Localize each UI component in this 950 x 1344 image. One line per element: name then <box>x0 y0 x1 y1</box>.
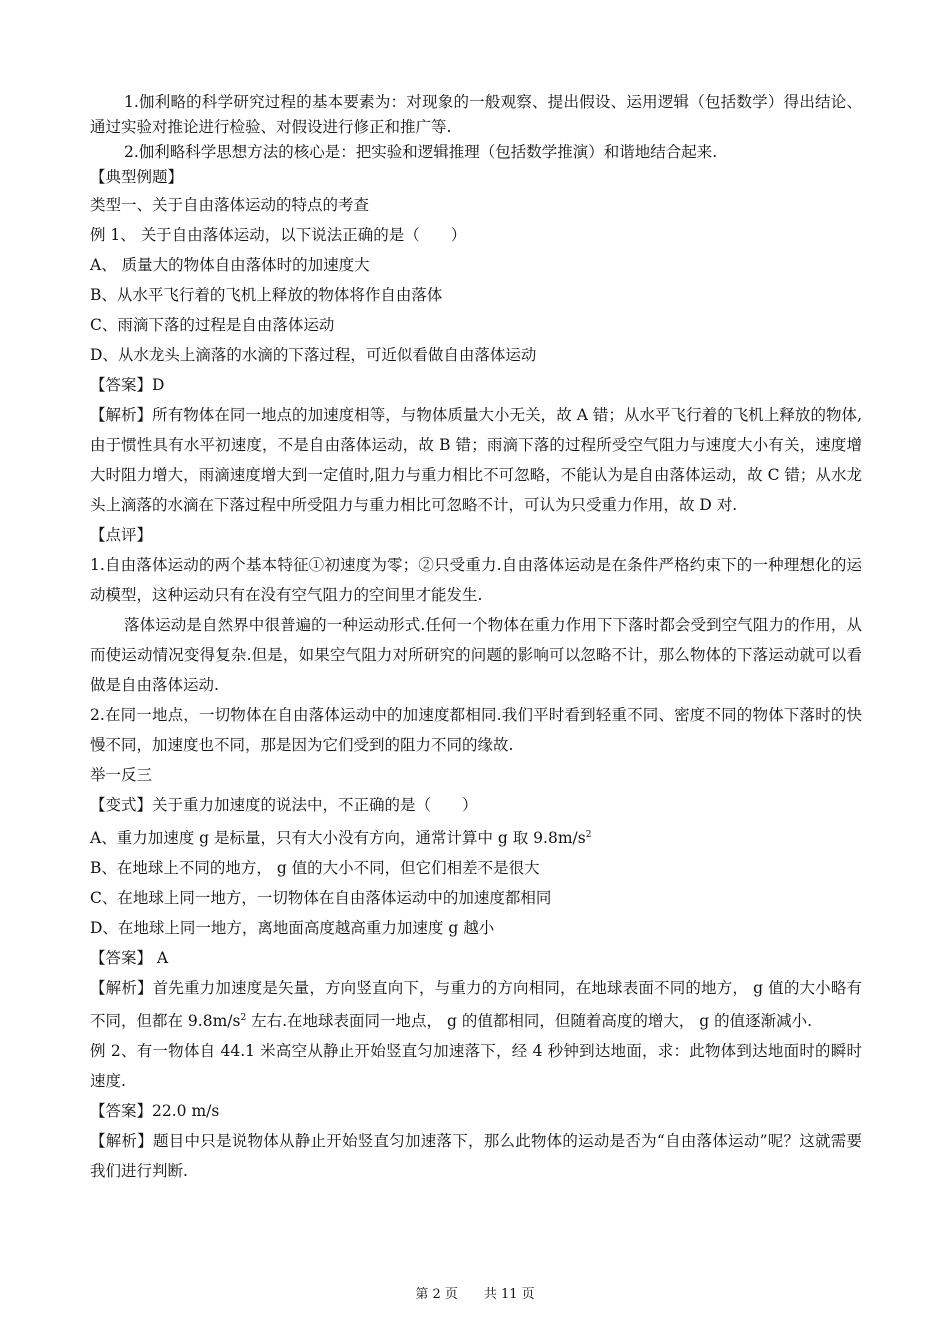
variant-option-d: D、在地球上同一地方，离地面高度越高重力加速度 g 越小 <box>90 919 495 937</box>
example-2-answer: 【答案】22.0 m/s <box>90 1102 220 1120</box>
variant-option-b: B、在地球上不同的地方， g 值的大小不同，但它们相差不是很大 <box>90 859 540 877</box>
variant-question: 【变式】关于重力加速度的说法中，不正确的是（ ） <box>90 796 478 814</box>
comment-title: 【点评】 <box>90 526 153 544</box>
intro-paragraph-1: 1.伽利略的科学研究过程的基本要素为：对现象的一般观察、提出假设、运用逻辑（包括数学）得出结论、通过实验对推论进行检验、对假设进行修正和推广等. <box>90 93 862 136</box>
example-2-question: 例 2、有一物体自 44.1 米高空从静止开始竖直匀加速落下，经 4 秒钟到达地面，求：此物体到达地面时的瞬时速度. <box>90 1042 862 1090</box>
variant-analysis-part-2: 左右.在地球表面同一地点， g 的值都相同，但随着高度的增大， g 的值逐渐减小. <box>246 1012 813 1030</box>
page-footer: 第 2 页 共 11 页 <box>415 1287 535 1302</box>
variant-option-a <box>90 820 862 853</box>
example-1-answer: 【答案】D <box>90 376 165 394</box>
superscript-2: 2 <box>240 1013 247 1023</box>
type-heading: 类型一、关于自由落体运动的特点的考查 <box>90 196 370 214</box>
comment-paragraph-3: 2.在同一地点，一切物体在自由落体运动中的加速度都相同.我们平时看到轻重不同、密度不同的物体下落时的快慢不同，加速度也不同，那是因为它们受到的阻力不同的缘故. <box>90 706 862 754</box>
superscript-2: 2 <box>585 830 592 840</box>
variant-answer: 【答案】 A <box>90 949 169 967</box>
variant-option-c: C、在地球上同一地方，一切物体在自由落体运动中的加速度都相同 <box>90 889 552 907</box>
example-2-analysis: 【解析】题目中只是说物体从静止开始竖直匀加速落下，那么此物体的运动是否为“自由落体运动”呢？这就需要我们进行判断. <box>90 1132 862 1180</box>
practice-heading: 举一反三 <box>90 766 153 784</box>
example-1-option-a: A、 质量大的物体自由落体时的加速度大 <box>90 256 370 274</box>
example-1-analysis: 【解析】所有物体在同一地点的加速度相等，与物体质量大小无关，故 A 错；从水平飞行着的飞机上释放的物体,由于惯性具有水平初速度，不是自由落体运动，故 B 错；雨滴下落的过程所受空气阻力与速度大小有关，速度增大时阻力增大，雨滴速度增大到一定值时,阻力与重力相比不可忽略，不能认为是自由落体运动，故 C 错；从水龙头上滴落的水滴在下落过程中所受阻力与重力相比可忽略不计，可认为只受重力作用，故 D 对. <box>90 406 862 514</box>
example-1-option-b: B、从水平飞行着的飞机上释放的物体将作自由落体 <box>90 286 443 304</box>
comment-paragraph-2: 落体运动是自然界中很普遍的一种运动形式.任何一个物体在重力作用下下落时都会受到空气阻力的作用，从而使运动情况变得复杂.但是，如果空气阻力对所研究的问题的影响可以忽略不计，那么物体的下落运动就可以看做是自由落体运动. <box>90 616 862 694</box>
example-1-option-c: C、雨滴下落的过程是自由落体运动 <box>90 316 335 334</box>
page-content <box>90 90 862 1186</box>
variant-analysis-part-1: 【解析】首先重力加速度是矢量，方向竖直向下，与重力的方向相同，在地球表面不同的地方， g 值的大小略有不同，但都在 9.8m/s <box>90 979 862 1030</box>
variant-option-a-text: A、重力加速度 g 是标量，只有大小没有方向，通常计算中 g 取 9.8m/s <box>90 829 586 847</box>
intro-paragraph-2: 2.伽利略科学思想方法的核心是：把实验和逻辑推理（包括数学推演）和谐地结合起来. <box>124 143 718 161</box>
example-1-question: 例 1、 关于自由落体运动，以下说法正确的是（ ） <box>90 226 467 244</box>
variant-analysis <box>90 973 862 1036</box>
section-heading: 【典型例题】 <box>90 168 184 186</box>
comment-paragraph-1: 1.自由落体运动的两个基本特征①初速度为零；②只受重力.自由落体运动是在条件严格约束下的一种理想化的运动模型，这种运动只有在没有空气阻力的空间里才能发生. <box>90 556 862 604</box>
example-1-option-d: D、从水龙头上滴落的水滴的下落过程，可近似看做自由落体运动 <box>90 346 537 364</box>
